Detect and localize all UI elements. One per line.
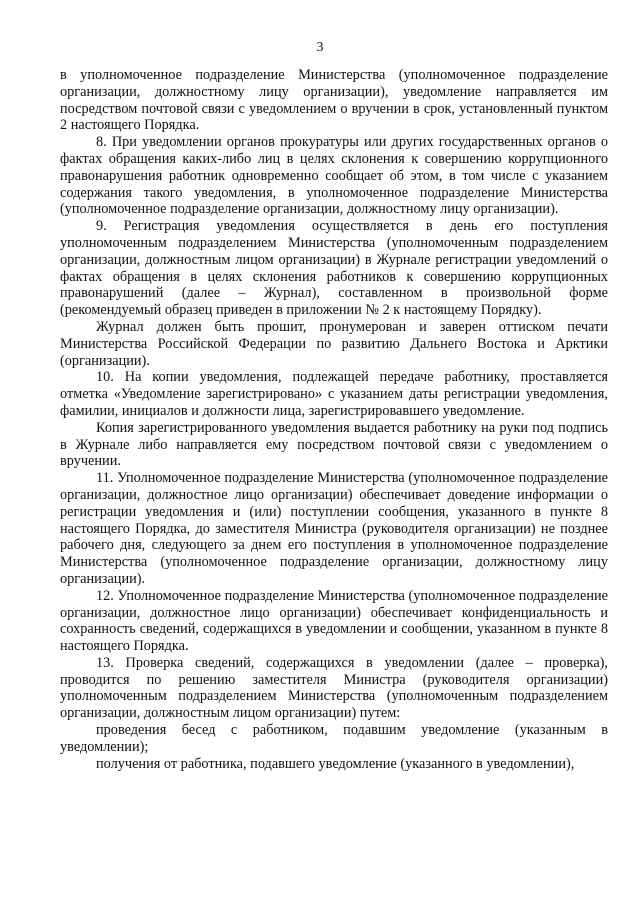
paragraph-journal: Журнал должен быть прошит, пронумерован и заверен оттиском печати Министерства Российской Федерации по развитию Дальнего Востока и Арктики (организации). [60, 318, 608, 369]
paragraph-conversations: проведения бесед с работником, подавшим уведомление (указанным в уведомлении); [60, 722, 608, 755]
paragraph-item-12: 12. Уполномоченное подразделение Министерства (уполномоченное подразделение организации, должностное лицо организации) обеспечивает конфиденциальность и сохранность сведений, содержащихся в уведомлении и сообщении, указанном в пункте 8 настоящего Порядка. [60, 587, 608, 655]
paragraph-item-8: 8. При уведомлении органов прокуратуры или других государственных органов о фактах обращения каких-либо лиц в целях склонения к совершению коррупционного правонарушения работник одновременно сообщает об этом, в том числе с указанием содержания такого уведомления, в уполномоченное подразделение Министерства (уполномоченное подразделение организации, должностному лицу организации). [60, 134, 608, 218]
paragraph-continuation: в уполномоченное подразделение Министерства (уполномоченное подразделение организации, должностному лицу организации), уведомление направляется им посредством почтовой связи с уведомлением о вручении в срок, установленный пунктом 2 настоящего Порядка. [60, 67, 608, 134]
paragraph-copy: Копия зарегистрированного уведомления выдается работнику на руки под подпись в Журнале либо направляется ему посредством почтовой связи с уведомлением о вручении. [60, 419, 608, 470]
paragraph-item-10: 10. На копии уведомления, подлежащей передаче работнику, проставляется отметка «Уведомление зарегистрировано» с указанием даты регистрации уведомления, фамилии, инициалов и должности лица, зарегистрировавшего уведомление. [60, 369, 608, 419]
paragraph-item-11: 11. Уполномоченное подразделение Министерства (уполномоченное подразделение организации, должностное лицо организации) обеспечивает доведение информации о регистрации уведомления и (или) поступлении сообщения, указанного в пункте 8 настоящего Порядка, до заместителя Министра (руководителя организации) не позднее рабочего дня, следующего за днем его поступления в уполномоченное подразделение Министерства (уполномоченное подразделение организации, должностному лицу организации). [60, 470, 608, 587]
paragraph-receiving: получения от работника, подавшего уведомление (указанного в уведомлении), [96, 755, 575, 772]
document-body [60, 67, 608, 772]
page-number: 3 [316, 40, 324, 55]
paragraph-item-13: 13. Проверка сведений, содержащихся в уведомлении (далее – проверка), проводится по решению заместителя Министра (руководителя организации) уполномоченным подразделением Министерства (уполномоченным подразделением организации, должностным лицом организации) путем: [60, 654, 608, 722]
paragraph-item-9: 9. Регистрация уведомления осуществляется в день его поступления уполномоченным подразделением Министерства (уполномоченным подразделением организации, должностным лицом организации) в Журнале регистрации уведомлений о фактах обращения в целях склонения работников к совершению коррупционных правонарушений (далее – Журнал), составленном в произвольной форме (рекомендуемый образец приведен в приложении № 2 к настоящему Порядку). [60, 218, 608, 319]
